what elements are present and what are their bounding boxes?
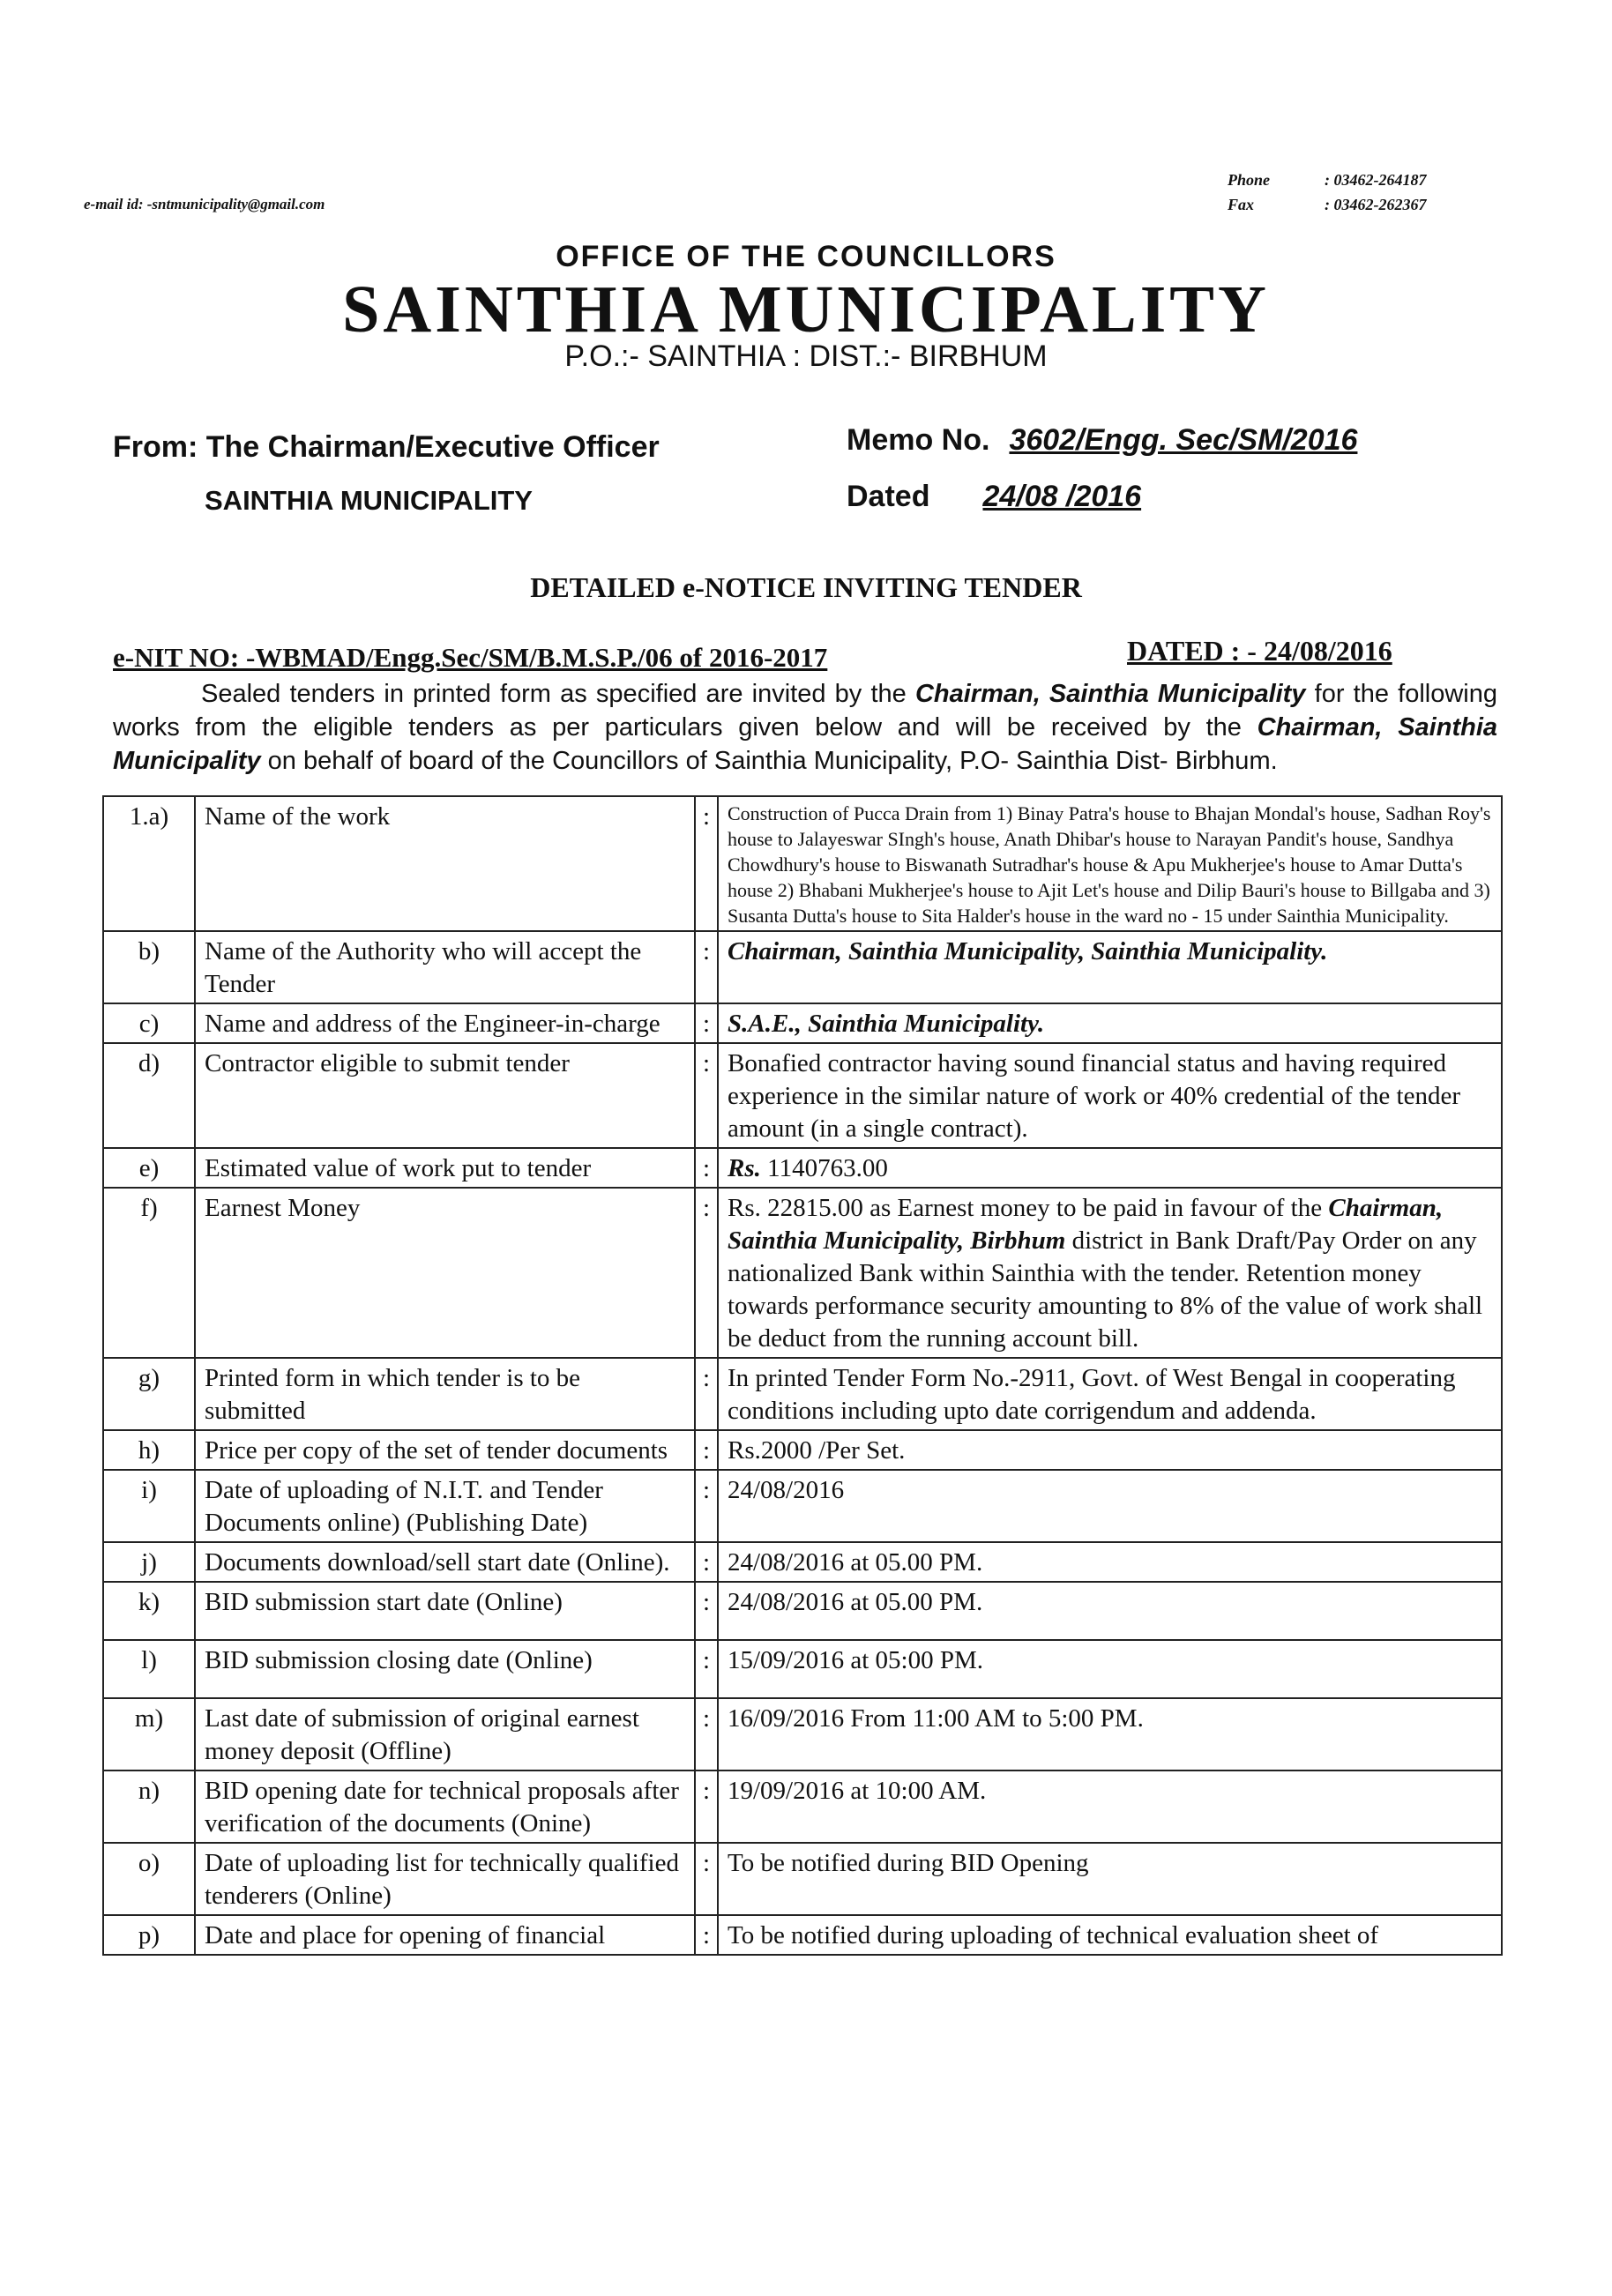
row-label: Date and place for opening of financial	[195, 1915, 695, 1955]
row-colon: :	[695, 1915, 718, 1955]
phone-number: : 03462-264187	[1325, 171, 1427, 189]
table-row	[103, 796, 1502, 931]
intro-text	[113, 677, 1497, 778]
row-colon: :	[695, 1582, 718, 1640]
table-row	[103, 1915, 1502, 1955]
row-label: Contractor eligible to submit tender	[195, 1043, 695, 1148]
row-value-amount: 1140763.00	[760, 1154, 888, 1182]
row-colon: :	[695, 1003, 718, 1043]
row-label: Printed form in which tender is to be submitted	[195, 1358, 695, 1430]
row-label: BID submission closing date (Online)	[195, 1640, 695, 1698]
row-label: Name of the Authority who will accept the Tender	[195, 931, 695, 1003]
row-colon: :	[695, 1698, 718, 1770]
email-address: e-mail id: -sntmunicipality@gmail.com	[84, 196, 325, 212]
table-row	[103, 1640, 1502, 1698]
row-label: Earnest Money	[195, 1188, 695, 1358]
notice-heading: DETAILED e-NOTICE INVITING TENDER	[530, 571, 1082, 603]
row-value-part-a: Rs. 22815.00 as Earnest money to be paid in favour of the	[728, 1194, 1329, 1222]
row-colon: :	[695, 1542, 718, 1582]
row-id: i)	[103, 1470, 195, 1542]
contact-block	[1228, 168, 1427, 217]
row-id: f)	[103, 1188, 195, 1358]
row-colon: :	[695, 931, 718, 1003]
table-row	[103, 1698, 1502, 1770]
tender-particulars-table	[102, 795, 1503, 1956]
office-title: OFFICE OF THE COUNCILLORS	[556, 240, 1056, 273]
intro-text-4: Chairman, Sainthia Municipality	[113, 713, 1498, 775]
memo-value: 3602/Engg. Sec/SM/2016	[1009, 423, 1358, 457]
row-value: 24/08/2016 at 05.00 PM.	[718, 1582, 1502, 1640]
row-value: Rs.2000 /Per Set.	[718, 1430, 1502, 1470]
row-value	[718, 1188, 1502, 1358]
row-value: 19/09/2016 at 10:00 AM.	[718, 1770, 1502, 1843]
row-id: k)	[103, 1582, 195, 1640]
row-value: Chairman, Sainthia Municipality, Sainthia Municipality.	[718, 931, 1502, 1003]
table-row	[103, 1043, 1502, 1148]
row-label: Name of the work	[195, 796, 695, 931]
table-row	[103, 1542, 1502, 1582]
enit-date: DATED : - 24/08/2016	[1127, 635, 1392, 667]
row-value: To be notified during uploading of technical evaluation sheet of	[718, 1915, 1502, 1955]
office-address: P.O.:- SAINTHIA : DIST.:- BIRBHUM	[564, 339, 1048, 373]
intro-text-1: Sealed tenders in printed form as specified are invited by the	[201, 680, 915, 708]
row-label: Documents download/sell start date (Online).	[195, 1542, 695, 1582]
table-row	[103, 1003, 1502, 1043]
row-label: Price per copy of the set of tender documents	[195, 1430, 695, 1470]
from-line: From: The Chairman/Executive Officer	[113, 430, 660, 464]
row-colon: :	[695, 1843, 718, 1915]
row-colon: :	[695, 1640, 718, 1698]
table-row	[103, 1770, 1502, 1843]
row-label: Date of uploading of N.I.T. and Tender Documents online) (Publishing Date)	[195, 1470, 695, 1542]
row-value: Bonafied contractor having sound financial status and having required experience in the similar nature of work or 40% credential of the tender amount (in a single contract).	[718, 1043, 1502, 1148]
row-label: Estimated value of work put to tender	[195, 1148, 695, 1188]
table-row	[103, 1358, 1502, 1430]
row-value: 16/09/2016 From 11:00 AM to 5:00 PM.	[718, 1698, 1502, 1770]
row-label: BID submission start date (Online)	[195, 1582, 695, 1640]
intro-text-3: for the following works from the eligible tenders as per particulars given below and will be received by the	[113, 680, 1497, 742]
row-id: p)	[103, 1915, 195, 1955]
row-id: g)	[103, 1358, 195, 1430]
row-id: h)	[103, 1430, 195, 1470]
row-value: In printed Tender Form No.-2911, Govt. of West Bengal in cooperating conditions including upto date corrigendum and addenda.	[718, 1358, 1502, 1430]
table-row	[103, 1148, 1502, 1188]
municipality-title: SAINTHIA MUNICIPALITY	[342, 272, 1270, 347]
row-id: n)	[103, 1770, 195, 1843]
row-id: c)	[103, 1003, 195, 1043]
row-value-prefix: Rs.	[728, 1154, 761, 1182]
row-label: Last date of submission of original earnest money deposit (Offline)	[195, 1698, 695, 1770]
fax-label: Fax	[1228, 196, 1255, 213]
memo-number	[847, 423, 1357, 458]
row-label: Name and address of the Engineer-in-charge	[195, 1003, 695, 1043]
row-value: 24/08/2016 at 05.00 PM.	[718, 1542, 1502, 1582]
table-row	[103, 1470, 1502, 1542]
phone-label: Phone	[1228, 171, 1271, 189]
row-colon: :	[695, 796, 718, 931]
row-id: m)	[103, 1698, 195, 1770]
table-row	[103, 1430, 1502, 1470]
row-colon: :	[695, 1770, 718, 1843]
row-id: o)	[103, 1843, 195, 1915]
row-value: Construction of Pucca Drain from 1) Binay Patra's house to Bhajan Mondal's house, Sadhan Roy's house to Jalayeswar SIngh's house, Anath Dhibar's house to Narayan Pandit's house, Sandhya Chowdhury's house to Biswanath Sutradhar's house & Apu Mukherjee's house to Amar Dutta's house 2) Bhabani Mukherjee's house to Ajit Let's house and Dilip Bauri's house to Billgaba and 3) Susanta Dutta's house to Sita Halder's house in the ward no - 15 under Sainthia Municipality.	[718, 796, 1502, 931]
row-colon: :	[695, 1358, 718, 1430]
memo-label: Memo No.	[847, 423, 990, 457]
row-id: e)	[103, 1148, 195, 1188]
fax-number: : 03462-262367	[1325, 196, 1427, 213]
row-value: 15/09/2016 at 05:00 PM.	[718, 1640, 1502, 1698]
memo-date-label: Dated	[847, 480, 930, 513]
intro-paragraph	[113, 677, 1497, 778]
row-value: To be notified during BID Opening	[718, 1843, 1502, 1915]
row-colon: :	[695, 1043, 718, 1148]
row-label: Date of uploading list for technically qualified tenderers (Online)	[195, 1843, 695, 1915]
row-label: BID opening date for technical proposals after verification of the documents (Onine)	[195, 1770, 695, 1843]
row-colon: :	[695, 1188, 718, 1358]
row-id: j)	[103, 1542, 195, 1582]
table-row	[103, 931, 1502, 1003]
row-colon: :	[695, 1470, 718, 1542]
intro-text-5: on behalf of board of the Councillors of Sainthia Municipality, P.O- Sainthia Dist- Birbhum.	[260, 747, 1278, 775]
row-id: l)	[103, 1640, 195, 1698]
enit-number: e-NIT NO: -WBMAD/Engg.Sec/SM/B.M.S.P./06 of 2016-2017	[113, 642, 828, 673]
row-id: b)	[103, 931, 195, 1003]
row-value-part-b: Chairman, Sainthia Municipality, Birbhum	[728, 1194, 1444, 1255]
row-value: S.A.E., Sainthia Municipality.	[718, 1003, 1502, 1043]
row-id: 1.a)	[103, 796, 195, 931]
intro-text-2: Chairman, Sainthia Municipality	[914, 680, 1306, 708]
row-id: d)	[103, 1043, 195, 1148]
memo-date	[847, 480, 1141, 514]
row-value: 24/08/2016	[718, 1470, 1502, 1542]
memo-date-value: 24/08 /2016	[982, 480, 1142, 513]
row-value	[718, 1148, 1502, 1188]
table-row	[103, 1582, 1502, 1640]
from-organization: SAINTHIA MUNICIPALITY	[205, 485, 533, 516]
row-colon: :	[695, 1430, 718, 1470]
row-value-part-c: district in Bank Draft/Pay Order on any nationalized Bank within Sainthia with the tender. Retention money towards performance security amounting to 8% of the value of work shall be deduct from the running account bill.	[728, 1226, 1483, 1353]
row-colon: :	[695, 1148, 718, 1188]
table-row	[103, 1188, 1502, 1358]
table-row	[103, 1843, 1502, 1915]
